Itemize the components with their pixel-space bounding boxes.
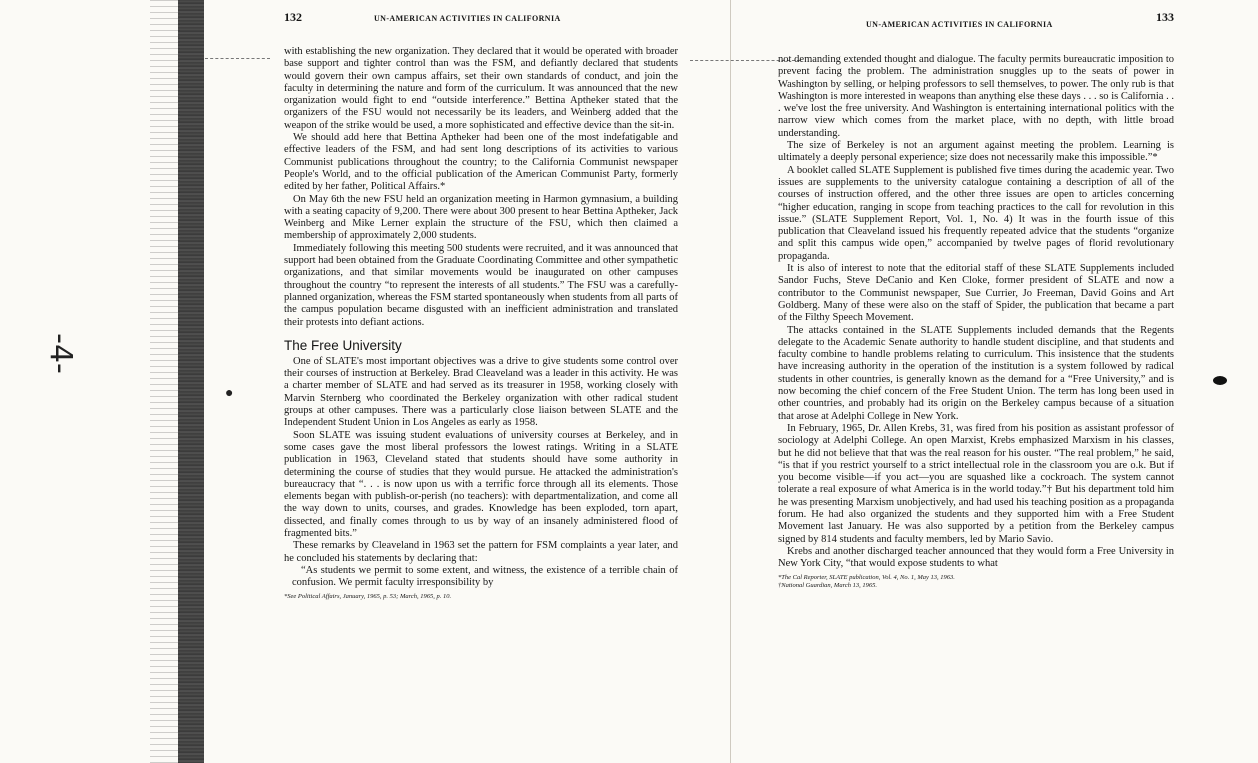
- paragraph: We should add here that Bettina Aptheker had been one of the most indefatigable and effective leaders of the FSM, and had sent long descriptions of its activities to various Communist publications throughout the country; to the California Communist newspaper People's World, and to the official publication of the American Communist Party, formerly edited by her father, Political Affairs.*: [284, 132, 678, 193]
- margin-annotation: -4-: [42, 333, 78, 374]
- margin-dot-left: ●: [225, 386, 234, 401]
- scan-gutter-shadow: [150, 0, 180, 763]
- paragraph: These remarks by Cleaveland in 1963 set the pattern for FSM complaints a year later, and he concluded his statements by declaring that:: [284, 540, 678, 564]
- page-number: 133: [1156, 10, 1174, 24]
- paragraph: The attacks contained in the SLATE Supplements included demands that the Regents delegate to the Academic Senate authority to handle student discipline, and that students and faculty combine to handle problems relating to curriculum. This insistence that the students have increasing authority in the operation of the institution is a system followed by radical students in other countries, is generally known as the demand for a “Free University,” and is now becoming the chief concern of the Free Student Union. The term has long been used in other countries, and probably had its origin on the Berkeley campus because of a situation that arose at Adelphi College in New York.: [778, 324, 1174, 422]
- paragraph: with establishing the new organization. They declared that it would be operated with broader base support and tighter control than was the FSM, and defiantly declared that students would govern their own campus affairs, set their own standards of conduct, and join the faculty in determining the nature and form of the curriculum. It was announced that the new organization would fight to end “outside interference.” Bettina Aptheker stated that the organizers of the FSU would not necessarily be its leaders, and Weinberg added that the weapon of the strike would be used, a more sophisticated and effective device than the sit-in.: [284, 46, 678, 131]
- footnote: *See Political Affairs, January, 1965, p. 53; March, 1965, p. 10.: [284, 593, 452, 601]
- paragraph: Krebs and another discharged teacher announced that they would form a Free University in New York City, “that would expose students to what: [778, 545, 1174, 570]
- paragraph: A booklet called SLATE Supplement is published five times during the academic year. Two issues are supplements to the university catalogue containing a description of all of the courses of instruction offered, and the other three issues are open to articles concerning “higher education, ranging in scope from teaching practices to the call for revolution in this issue.” (SLATE Supplement Report, Vol. 1, No. 4) It was in the fourth issue of this publication that Cleaveland issued his frequently repeated advice that the students “organize and split this campus wide open,” accompanied by twelve pages of florid revolutionary propaganda.: [778, 164, 1174, 262]
- margin-dot-right: [1213, 376, 1227, 385]
- paragraph: Immediately following this meeting 500 students were recruited, and it was announced that support had been obtained from the Graduate Coordinating Committee and other sympathetic organizations, and that similar movements would be inaugurated on other campuses throughout the country “to represent the interests of all students.” The FSU was a carefully-planned organization, whereas the FSM started spontaneously when students from all parts of the campus population became disgusted with an inefficient administration and translated their protests into defiant actions.: [284, 242, 678, 328]
- paragraph: On May 6th the new FSU held an organization meeting in Harmon gymnasium, a building with a seating capacity of 9,200. There were about 300 present to hear Bettina Aptheker, Jack Weinberg and Mike Lerner explain the structure of the FSU, which then claimed a membership of approximately 2,000 students.: [284, 193, 678, 242]
- page-fold-line: [730, 0, 731, 763]
- page-body: [778, 54, 1174, 589]
- paragraph: not demanding extended thought and dialogue. The faculty permits bureaucratic imposition to prevent facing the problem. The administration snuggles up to the seats of power in Washington by selling, or helping professors to sell themselves, to power. The only rub is that Washington is more interested in weapons than anything else these days . . . so is California . . . we've lost the free university. And Washington is entertaining international politics with the narrow view which comes from the market place, with no depth, with little broad understanding.: [778, 54, 1174, 139]
- paragraph: In February, 1965, Dr. Allen Krebs, 31, was fired from his position as assistant professor of sociology at Adelphi College. An open Marxist, Krebs emphasized Marxism in his classes, but he did not believe that that was the real reason for his ouster. “The real problem,” he said, “is that if you restrict yourself to a strict intellectual role in the classroom you are o.k. But if you become visible—if you act—you are squashed like a cockroach. The system cannot tolerate a real exposure of what America is in the world today.”† But his department told him he was presenting Marxism unobjectively, and had used his teaching position as a propaganda forum. He had also organized the students and they supported him with a Free Student Movement last January. He was also supported by a petition from the Berkeley campus signed by 814 students and faculty members, led by Mario Savio.: [778, 422, 1174, 545]
- right-page: [778, 12, 1174, 589]
- paragraph: The size of Berkeley is not an argument against meeting the problem. Learning is ultimately a deeply personal experience; size does not necessarily make this impossible.”*: [778, 140, 1174, 164]
- paragraph: Soon SLATE was issuing student evaluations of university courses at Berkeley, and in some cases gave the most liberal professors the lowest ratings. Writing in a SLATE publication in 1963, Cleveland stated that students should have some authority in determining the course of studies that they would pursue. He attacked the administration's bureaucracy that “. . . is now upon us with a terrific force through all its elements. Those elements began with publish-or-perish (no teachers): with departmentalization, and come all the way down to units, courses, and grades. Knowledge has been exploded, torn apart, dissected, and finally comes through to us by way of an insanely administered flood of fragmented bits.”: [284, 429, 678, 539]
- section-heading: The Free University: [284, 337, 402, 353]
- paragraph: One of SLATE's most important objectives was a drive to give students some control over their courses of instruction at Berkeley. Brad Cleaveland was a leader in this activity. He was a charter member of SLATE and had served as its treasurer in 1958, working closely with Marvin Sternberg who coordinated the Berkeley organization with other radical student groups at other campuses. There was a particularly close liaison between SLATE and the Independent Student Union in Los Angeles as early as 1958.: [284, 355, 678, 429]
- book-binding-gutter: [178, 0, 204, 763]
- footnote: *The Cal Reporter, SLATE publication, Vol. 4, No. 1, May 13, 1963.: [778, 574, 955, 582]
- page-header: [778, 12, 1174, 28]
- margin-dash-line: [205, 58, 270, 59]
- page-header: [284, 12, 678, 28]
- left-page: [284, 12, 678, 601]
- running-head: UN-AMERICAN ACTIVITIES IN CALIFORNIA: [374, 14, 561, 23]
- running-head: UN-AMERICAN ACTIVITIES IN CALIFORNIA: [866, 20, 1053, 29]
- page-body: [284, 46, 678, 601]
- paragraph: It is also of interest to note that the editorial staff of these SLATE Supplements included Sandor Fuchs, Steve DeCanio and Ken Cloke, former president of SLATE and now a contributor to the Communist newspaper, Sue Currier, Jo Freeman, David Goins and Art Goldberg. Many of these were also on the staff of Spider, the publication that became a part of the Filthy Speech Movement.: [778, 263, 1174, 324]
- footnote: †National Guardian, March 13, 1965.: [778, 581, 878, 589]
- page-number: 132: [284, 10, 302, 24]
- block-quote: “As students we permit to some extent, and witness, the existence of a terrible chain of confusion. We permit faculty irresponsibility by: [292, 564, 678, 589]
